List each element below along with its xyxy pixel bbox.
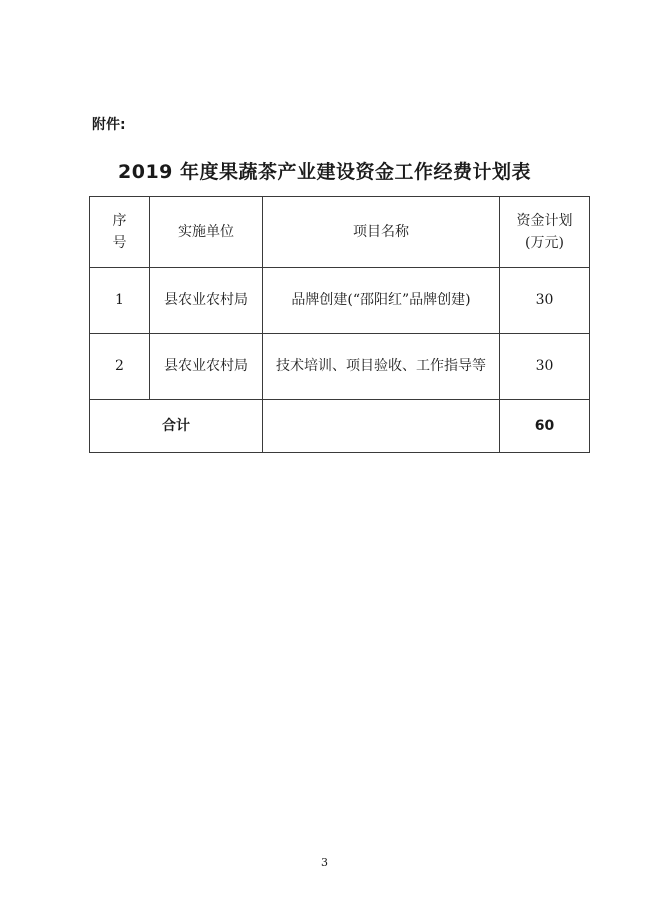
row-fund-amount: 30 [500, 334, 590, 400]
total-label: 合计 [90, 400, 263, 453]
header-serial-number [90, 197, 150, 268]
header-fund-line1: 资金计划 [516, 212, 573, 229]
row-project-name: 品牌创建(“邵阳红”品牌创建) [263, 268, 500, 334]
total-fund-amount: 60 [500, 400, 590, 453]
header-fund-line2: (万元) [525, 235, 564, 251]
table-row [90, 334, 590, 400]
row-implementing-unit: 县农业农村局 [150, 268, 263, 334]
row-fund-amount: 30 [500, 268, 590, 334]
header-serial-line2: 号 [112, 235, 127, 251]
table-total-row [90, 400, 590, 453]
total-project-cell [263, 400, 500, 453]
header-serial-line1: 序 [112, 212, 127, 229]
header-implementing-unit: 实施单位 [150, 197, 263, 268]
row-project-name: 技术培训、项目验收、工作指导等 [263, 334, 500, 400]
header-fund-plan [500, 197, 590, 268]
table-header-row [90, 197, 590, 268]
document-title: 2019 年度果蔬茶产业建设资金工作经费计划表 [118, 161, 531, 183]
row-implementing-unit: 县农业农村局 [150, 334, 263, 400]
attachment-label: 附件: [92, 117, 126, 133]
row-serial-number: 1 [90, 268, 150, 334]
header-project-name: 项目名称 [263, 197, 500, 268]
row-serial-number: 2 [90, 334, 150, 400]
table-row [90, 268, 590, 334]
funding-plan-table [89, 196, 590, 453]
page-number: 3 [321, 856, 328, 869]
